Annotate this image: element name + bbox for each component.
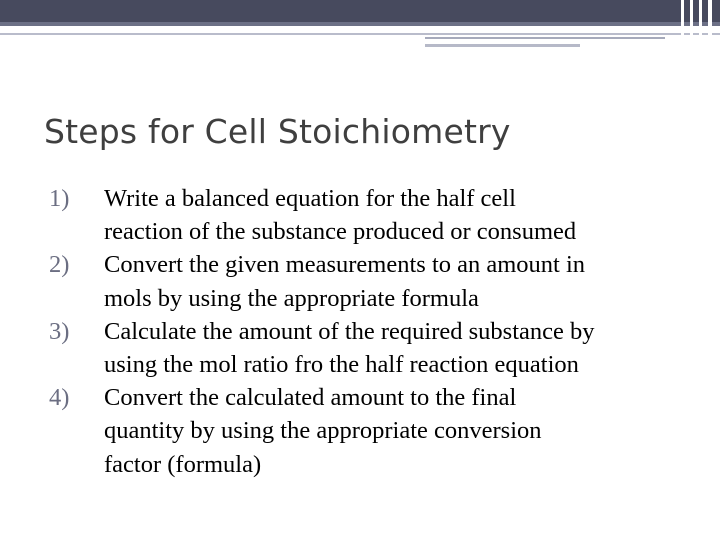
step-text-line: factor (formula)	[104, 450, 262, 478]
step-number: 4)	[49, 384, 70, 412]
header-stripe	[681, 0, 684, 48]
header-stripe	[708, 0, 712, 48]
header-accent-rule-short	[425, 44, 580, 47]
step-number: 3)	[49, 317, 70, 345]
step-number: 2)	[49, 251, 70, 279]
header-stripe	[699, 0, 702, 48]
step-text-line: Write a balanced equation for the half cell	[104, 185, 516, 212]
header-accent-rule	[425, 37, 665, 39]
header-bar-underline	[0, 22, 720, 26]
step-item	[49, 182, 717, 248]
header-rule	[0, 33, 720, 35]
step-text-line: Convert the given measurements to an amount in	[104, 251, 586, 279]
step-text-line: Convert the calculated amount to the final	[104, 384, 517, 412]
step-item	[49, 248, 717, 314]
step-item	[49, 315, 717, 381]
step-number: 1)	[49, 185, 70, 212]
steps-list	[49, 182, 717, 481]
step-item	[49, 381, 717, 481]
step-text-line: reaction of the substance produced or consumed	[104, 218, 577, 246]
step-text-line: quantity by using the appropriate conversion	[104, 417, 542, 445]
header-stripe	[690, 0, 693, 48]
slide-title: Steps for Cell Stoichiometry	[44, 112, 511, 151]
step-text-line: using the mol ratio fro the half reaction equation	[104, 351, 579, 379]
header-bar	[0, 0, 720, 22]
step-text-line: Calculate the amount of the required substance by	[104, 317, 595, 345]
step-text-line: mols by using the appropriate formula	[104, 284, 479, 312]
